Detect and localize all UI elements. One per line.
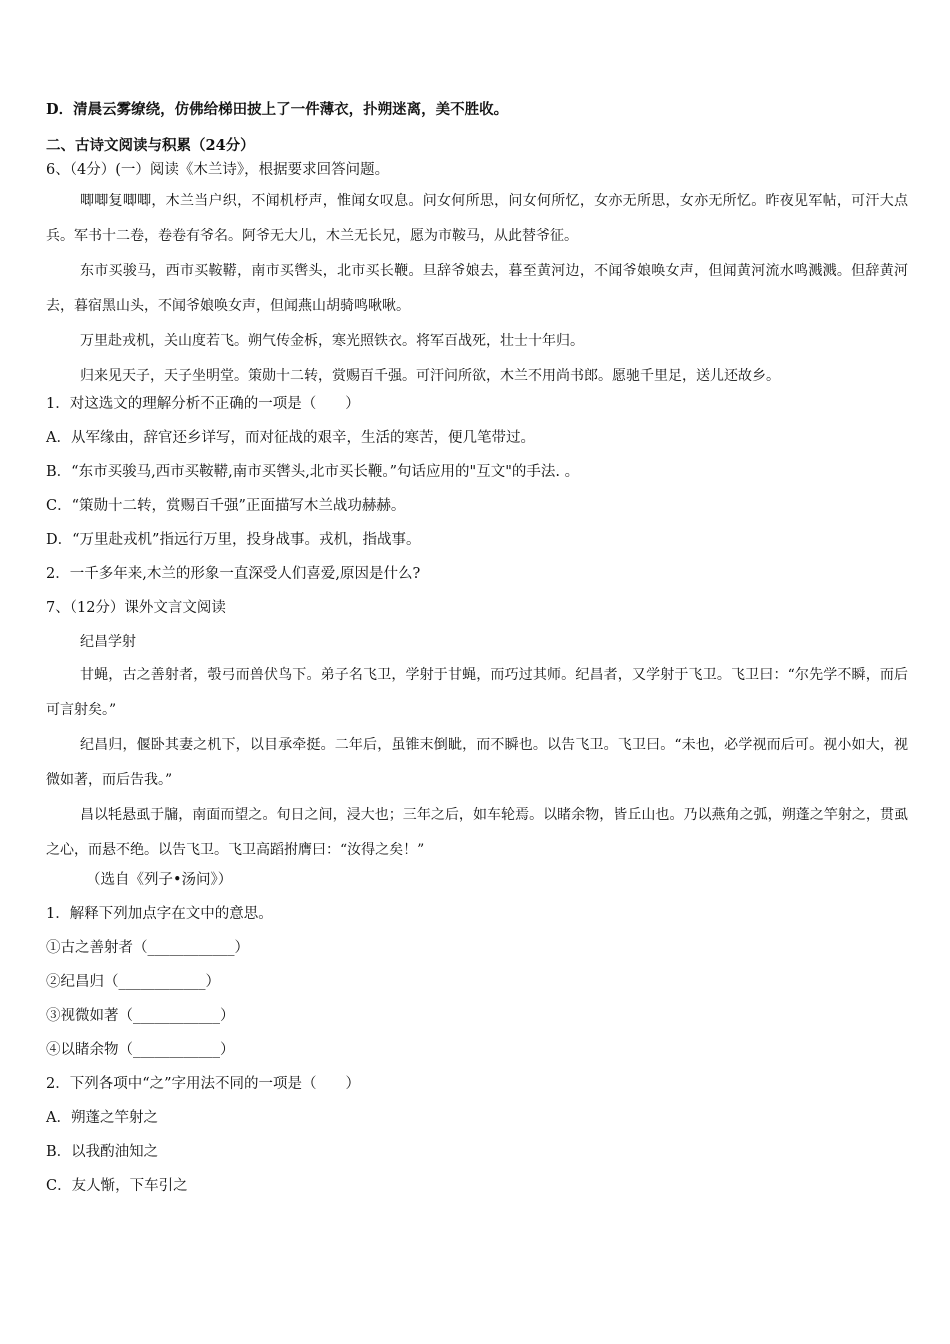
q6-option-b: B．“东市买骏马,西市买鞍鞯,南市买辔头,北市买长鞭。”句话应用的"互文"的手法. 。	[46, 464, 580, 480]
q6-option-d: D．“万里赴戎机”指远行万里，投身战事。戎机，指战事。	[46, 532, 421, 548]
q7-text	[46, 658, 908, 868]
q6-option-c: C．“策勋十二转，赏赐百千强”正面描写木兰战功赫赫。	[46, 498, 406, 514]
q7-header: 7、（12分）课外文言文阅读	[46, 600, 226, 616]
classical-paragraph: 甘蝇，古之善射者，彀弓而兽伏鸟下。弟子名飞卫，学射于甘蝇，而巧过其师。纪昌者，又学射于飞卫。飞卫曰：“尔先学不瞬，而后可言射矣。”	[46, 667, 908, 718]
q7-blank-2: ②纪昌归（____________）	[46, 974, 220, 990]
classical-paragraph: 纪昌归，偃卧其妻之机下，以目承牵挺。二年后，虽锥末倒眦，而不瞬也。以告飞卫。飞卫曰。“未也，必学视而后可。视小如大，视微如著，而后告我。”	[46, 737, 908, 788]
q6-header: 6、（4分）(一）阅读《木兰诗》，根据要求回答问题。	[46, 162, 390, 178]
previous-option-d: D．清晨云雾缭绕，仿佛给梯田披上了一件薄衣，扑朔迷离，美不胜收。	[46, 101, 509, 118]
classical-paragraph: 昌以牦悬虱于牖，南面而望之。旬日之间，浸大也；三年之后，如车轮焉。以睹余物，皆丘山也。乃以燕角之弧，朔蓬之竿射之，贯虱之心，而悬不绝。以告飞卫。飞卫高蹈拊膺曰：“汝得之矣！”	[46, 807, 908, 858]
q7-title: 纪昌学射	[80, 634, 136, 650]
q7-blank-1: ①古之善射者（____________）	[46, 940, 249, 956]
poem-paragraph: 万里赴戎机，关山度若飞。朔气传金柝，寒光照铁衣。将军百战死，壮士十年归。	[80, 333, 584, 349]
poem-paragraph: 东市买骏马，西市买鞍鞯，南市买辔头，北市买长鞭。旦辞爷娘去，暮至黄河边，不闻爷娘唤女声，但闻黄河流水鸣溅溅。但辞黄河去，暮宿黑山头，不闻爷娘唤女声，但闻燕山胡骑鸣啾啾。	[46, 263, 908, 314]
section-heading: 二、古诗文阅读与积累（24分）	[46, 137, 255, 154]
q7-option-c: C．友人惭，下车引之	[46, 1178, 188, 1194]
q7-option-a: A．朔蓬之竿射之	[46, 1110, 158, 1126]
q7-option-b: B．以我酌油知之	[46, 1144, 159, 1160]
q6-poem	[46, 184, 908, 394]
q6-sub1: 1．对这选文的理解分析不正确的一项是（ ）	[46, 396, 360, 412]
q7-sub2: 2．下列各项中“之”字用法不同的一项是（ ）	[46, 1076, 361, 1092]
q7-source: （选自《列子•汤问》）	[86, 872, 233, 888]
q7-blank-4: ④以睹余物（____________）	[46, 1042, 235, 1058]
poem-paragraph: 唧唧复唧唧，木兰当户织，不闻机杼声，惟闻女叹息。问女何所思，问女何所忆，女亦无所思，女亦无所忆。昨夜见军帖，可汗大点兵。军书十二卷，卷卷有爷名。阿爷无大儿，木兰无长兄，愿为市鞍马，从此替爷征。	[46, 193, 908, 244]
poem-paragraph: 归来见天子，天子坐明堂。策勋十二转，赏赐百千强。可汗问所欲，木兰不用尚书郎。愿驰千里足，送儿还故乡。	[80, 368, 780, 384]
q7-sub1: 1．解释下列加点字在文中的意思。	[46, 906, 273, 922]
q6-sub2: 2．一千多年来,木兰的形象一直深受人们喜爱,原因是什么?	[46, 566, 421, 582]
q6-option-a: A．从军缘由，辞官还乡详写，而对征战的艰辛，生活的寒苦，便几笔带过。	[46, 430, 535, 446]
q7-blank-3: ③视微如著（____________）	[46, 1008, 235, 1024]
document-page	[46, 100, 908, 1196]
